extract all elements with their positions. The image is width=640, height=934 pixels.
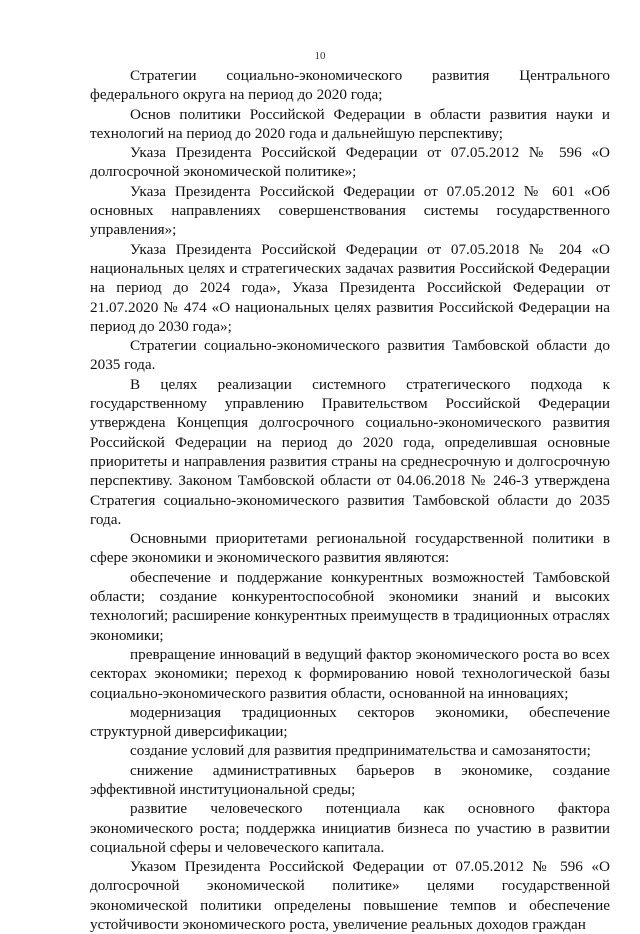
paragraph: Основными приоритетами региональной государственной политики в сфере экономики и экономического развития являются: — [90, 530, 610, 567]
paragraph: Указа Президента Российской Федерации от 07.05.2018 № 204 «О национальных целях и стратегических задачах развития Российской Федерации на период до 2024 года», Указа Президента Российской Федерации от 21.07.2020 № 474 «О национальных целях развития Российской Федерации на период до 2030 года»; — [90, 240, 610, 335]
paragraph: Указом Президента Российской Федерации от 07.05.2012 № 596 «О долгосрочной экономической политике» целями государственной экономической политики определены повышение темпов и обеспечение устойчивости экономического роста, увеличение реальных доходов граждан — [90, 858, 610, 934]
paragraph: создание условий для развития предпринимательства и самозанятости; — [130, 742, 591, 760]
page-number: 10 — [314, 50, 326, 62]
paragraph: развитие человеческого потенциала как основного фактора экономического роста; поддержка инициатив бизнеса по участию в развитии социальной сферы и человеческого капитала. — [90, 800, 610, 856]
paragraph: снижение административных барьеров в экономике, создание эффективной институциональной среды; — [90, 761, 610, 798]
paragraph: В целях реализации системного стратегического подхода к государственному управлению Правительством Российской Федерации утверждена Концепция долгосрочного социально-экономического развития Российской Федерации на период до 2020 года, определившая основные приоритеты и направления развития страны на среднесрочную и долгосрочную перспективу. Законом Тамбовской области от 04.06.2018 № 246-З утверждена Стратегия социально-экономического развития Тамбовской области до 2035 года. — [90, 375, 610, 528]
paragraph: Стратегии социально-экономического развития Тамбовской области до 2035 года. — [90, 337, 610, 374]
paragraph: обеспечение и поддержание конкурентных возможностей Тамбовской области; создание конкурентоспособной экономики знаний и высоких технологий; расширение конкурентных преимуществ в традиционных отраслях экономики; — [90, 568, 610, 644]
paragraph: модернизация традиционных секторов экономики, обеспечение структурной диверсификации; — [90, 703, 610, 741]
paragraph: Стратегии социально-экономического развития Центрального федерального округа на период до 2020 года; — [90, 67, 610, 104]
paragraph: превращение инноваций в ведущий фактор экономического роста во всех секторах экономики; переход к формированию новой технологической базы социально-экономического развития области, основанной на инновациях; — [90, 645, 610, 702]
paragraph: Указа Президента Российской Федерации от 07.05.2012 № 596 «О долгосрочной экономической политике»; — [90, 144, 610, 181]
paragraph: Основ политики Российской Федерации в области развития науки и технологий на период до 2020 года и дальнейшую перспективу; — [90, 105, 610, 142]
paragraph: Указа Президента Российской Федерации от 07.05.2012 № 601 «Об основных направлениях совершенствования системы государственного управления»; — [90, 182, 610, 239]
document-body — [90, 66, 610, 934]
